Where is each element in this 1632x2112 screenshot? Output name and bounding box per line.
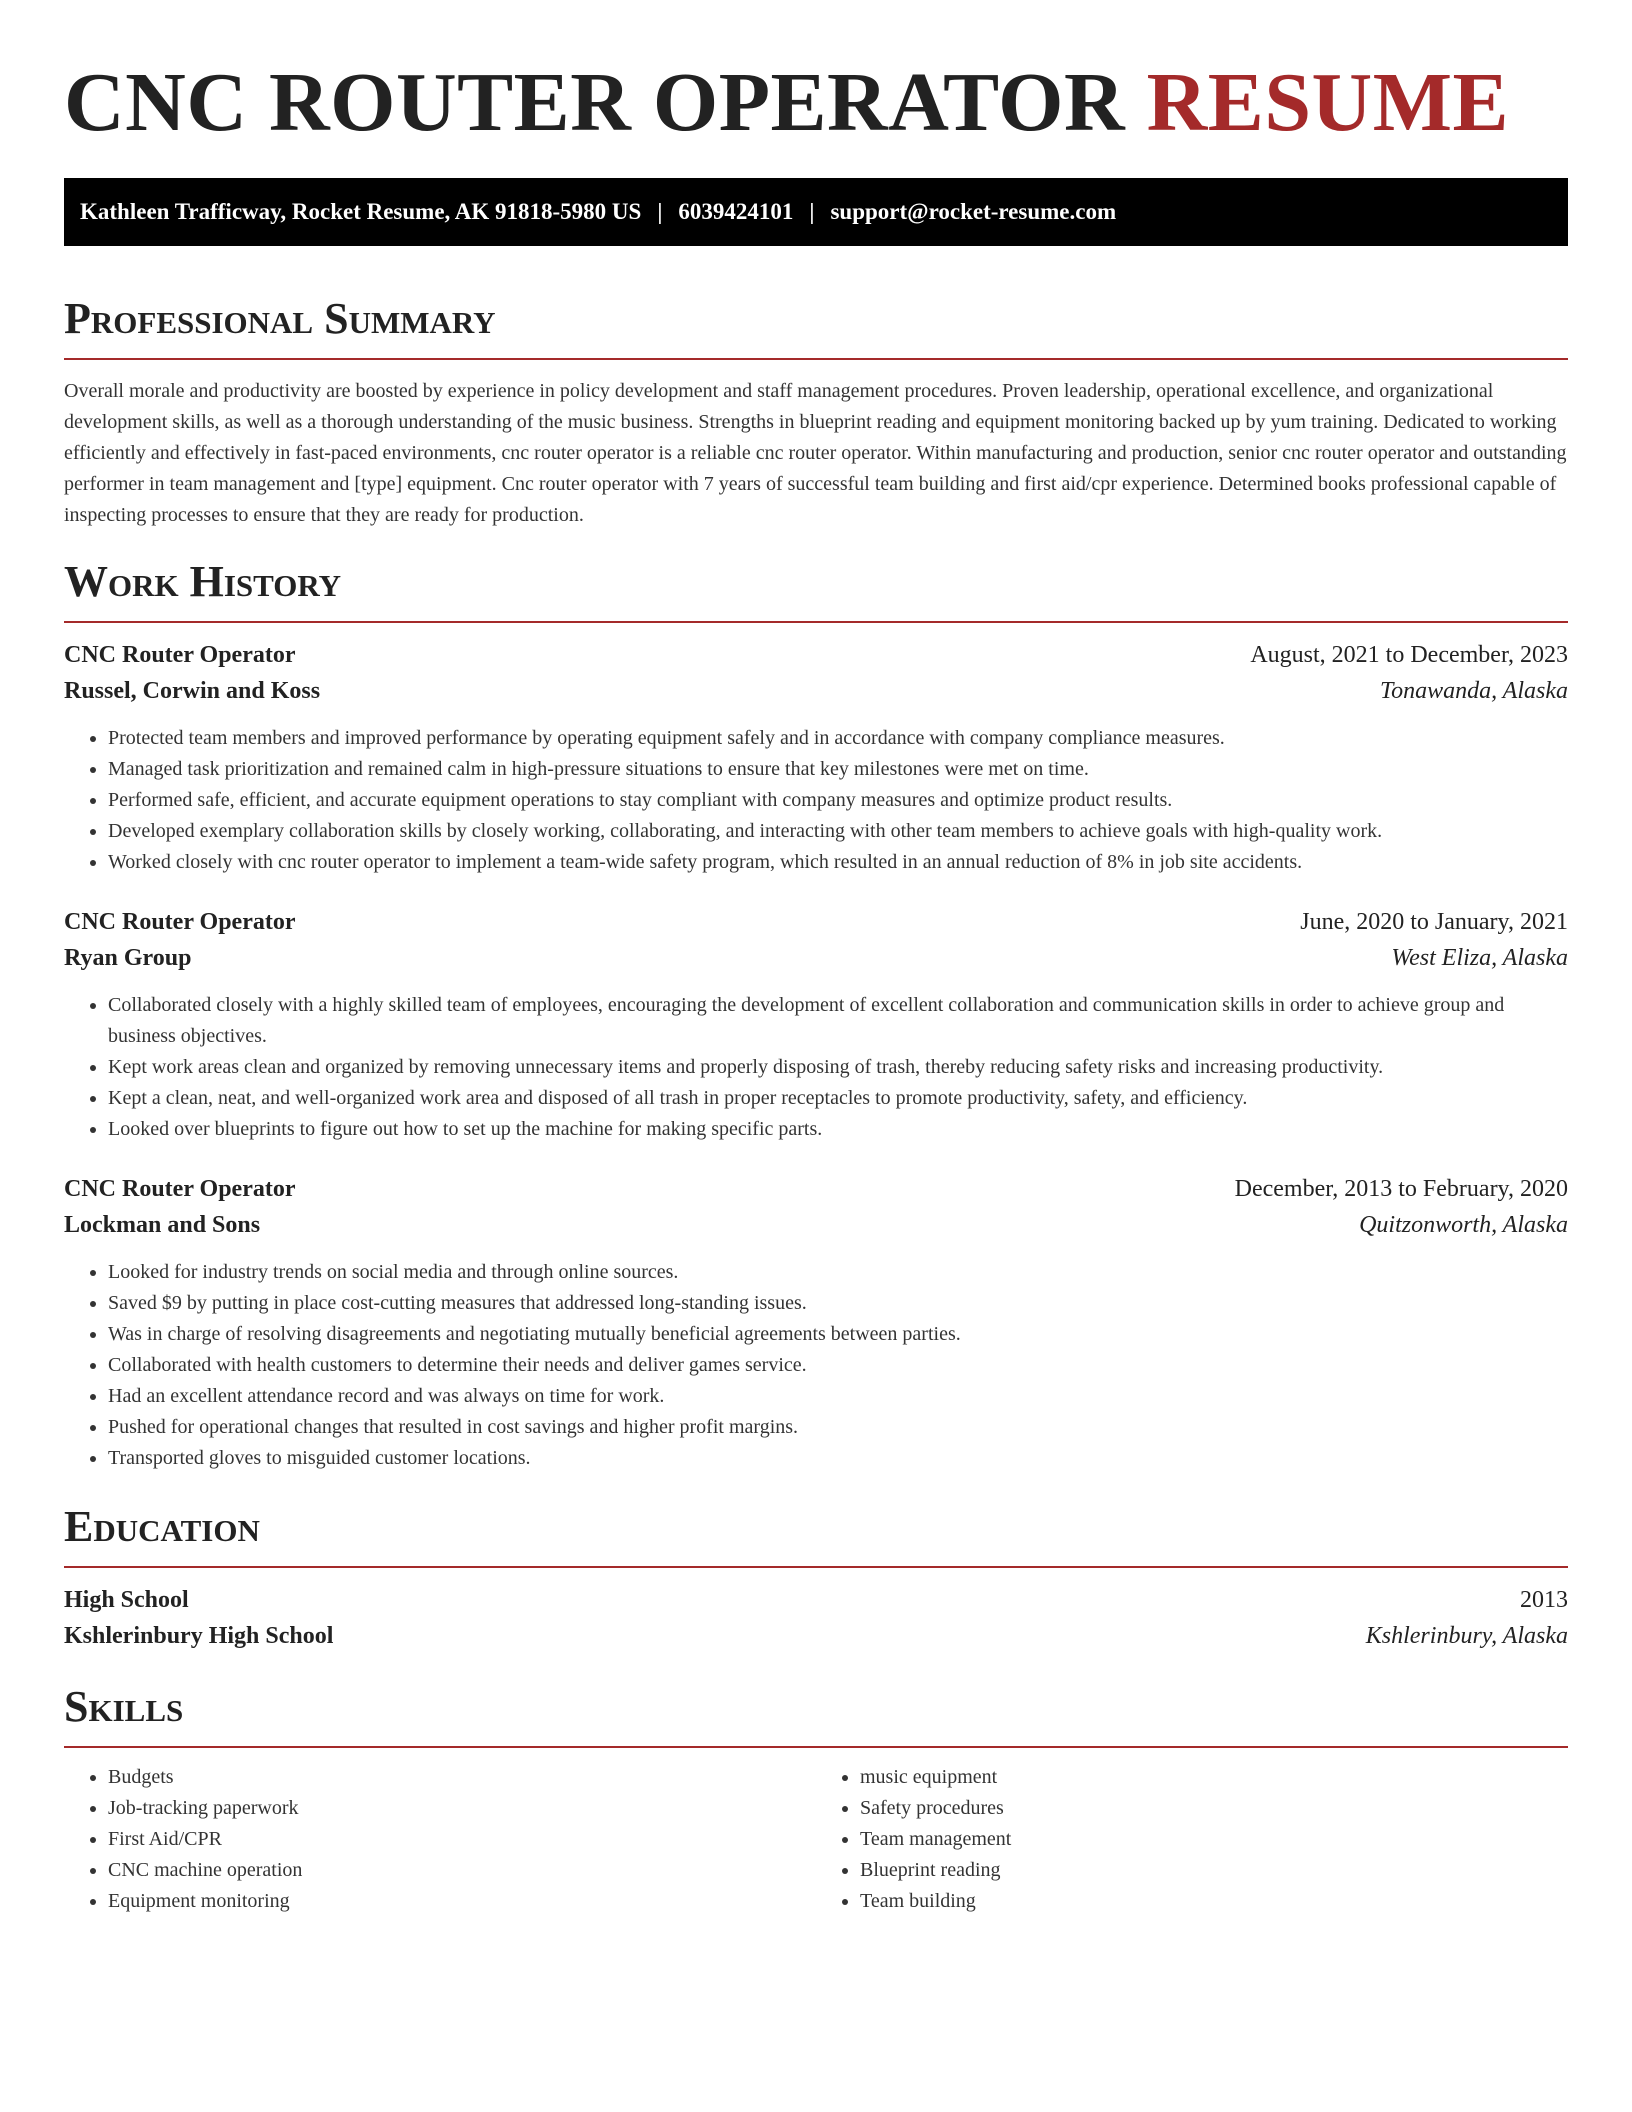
job-header-row	[64, 904, 1568, 940]
contact-bar	[64, 178, 1568, 246]
job-company: Lockman and Sons	[64, 1212, 261, 1238]
contact-separator: |	[809, 199, 815, 224]
education-row	[64, 1582, 1568, 1618]
skill-item: • Blueprint reading	[860, 1855, 1568, 1886]
education-location: Kshlerinbury, Alaska	[1365, 1623, 1568, 1649]
job-bullet: • Managed task prioritization and remained calm in high-pressure situations to ensure that key milestones were met on time.	[108, 754, 1568, 785]
job-company: Ryan Group	[64, 945, 192, 971]
skill-item: • Job-tracking paperwork	[108, 1793, 816, 1824]
job-entry	[64, 904, 1568, 1145]
job-bullet: • Collaborated with health customers to determine their needs and deliver games service.	[108, 1350, 1568, 1381]
contact-separator: |	[657, 199, 663, 224]
job-bullets	[64, 990, 1568, 1145]
job-company-row	[64, 940, 1568, 976]
job-bullet: • Kept a clean, neat, and well-organized work area and disposed of all trash in proper receptacles to promote productivity, safety, and efficiency.	[108, 1083, 1568, 1114]
work-history-heading: Work History	[64, 557, 342, 606]
skill-item: • Team management	[860, 1824, 1568, 1855]
education-row	[64, 1618, 1568, 1654]
title-main: CNC ROUTER OPERATOR	[64, 56, 1126, 149]
skill-item: • First Aid/CPR	[108, 1824, 816, 1855]
skills-list-right	[816, 1762, 1568, 1917]
job-title: CNC Router Operator	[64, 642, 296, 668]
job-entry	[64, 637, 1568, 878]
education-section	[64, 1500, 1568, 1654]
skills-list-left	[64, 1762, 816, 1917]
section-divider	[64, 358, 1568, 360]
summary-heading: Professional Summary	[64, 294, 496, 343]
job-bullets	[64, 1257, 1568, 1474]
section-divider	[64, 1566, 1568, 1568]
job-bullet: • Transported gloves to misguided customer locations.	[108, 1443, 1568, 1474]
education-year: 2013	[1520, 1587, 1568, 1613]
contact-email: support@rocket-resume.com	[830, 199, 1117, 224]
skill-item: • Safety procedures	[860, 1793, 1568, 1824]
education-degree: High School	[64, 1587, 189, 1613]
skill-item: • music equipment	[860, 1762, 1568, 1793]
job-location: Quitzonworth, Alaska	[1359, 1212, 1568, 1238]
summary-section	[64, 292, 1568, 531]
summary-text: Overall morale and productivity are boosted by experience in policy development and staff management procedures. Proven leadership, operational excellence, and organizational development skills, as well as a thorough understanding of the music business. Strengths in blueprint reading and equipment monitoring backed up by yum training. Dedicated to working efficiently and effectively in fast-paced environments, cnc router operator is a reliable cnc router operator. Within manufacturing and production, senior cnc router operator and outstanding performer in team management and [type] equipment. Cnc router operator with 7 years of successful team building and first aid/cpr experience. Determined books professional capable of inspecting processes to ensure that they are ready for production.	[64, 380, 1567, 526]
job-bullet: • Protected team members and improved performance by operating equipment safely and in accordance with company compliance measures.	[108, 723, 1568, 754]
skills-heading: Skills	[64, 1682, 184, 1731]
job-bullet: • Looked over blueprints to figure out how to set up the machine for making specific parts.	[108, 1114, 1568, 1145]
job-title: CNC Router Operator	[64, 909, 296, 935]
job-entry	[64, 1171, 1568, 1474]
job-dates: December, 2013 to February, 2020	[1234, 1176, 1568, 1202]
job-header-row	[64, 637, 1568, 673]
contact-address: Kathleen Trafficway, Rocket Resume, AK 91818-5980 US	[80, 199, 642, 224]
job-header-row	[64, 1171, 1568, 1207]
section-divider	[64, 621, 1568, 623]
skill-item: • Budgets	[108, 1762, 816, 1793]
education-school: Kshlerinbury High School	[64, 1623, 334, 1649]
job-bullet: • Saved $9 by putting in place cost-cutting measures that addressed long-standing issues.	[108, 1288, 1568, 1319]
skills-columns	[64, 1762, 1568, 1917]
contact-phone: 6039424101	[678, 199, 794, 224]
job-bullet: • Had an excellent attendance record and was always on time for work.	[108, 1381, 1568, 1412]
skills-section	[64, 1680, 1568, 1917]
job-bullet: • Worked closely with cnc router operator to implement a team-wide safety program, which resulted in an annual reduction of 8% in job site accidents.	[108, 847, 1568, 878]
job-company: Russel, Corwin and Koss	[64, 678, 321, 704]
job-bullet: • Collaborated closely with a highly skilled team of employees, encouraging the development of excellent collaboration and communication skills in order to achieve group and business objectives.	[108, 990, 1568, 1052]
skill-item: • CNC machine operation	[108, 1855, 816, 1886]
skill-item: • Equipment monitoring	[108, 1886, 816, 1917]
job-dates: June, 2020 to January, 2021	[1300, 909, 1568, 935]
job-bullet: • Developed exemplary collaboration skills by closely working, collaborating, and interacting with other team members to achieve goals with high-quality work.	[108, 816, 1568, 847]
job-company-row	[64, 1207, 1568, 1243]
job-location: West Eliza, Alaska	[1391, 945, 1568, 971]
job-bullets	[64, 723, 1568, 878]
resume-title	[64, 0, 1568, 152]
job-bullet: • Was in charge of resolving disagreements and negotiating mutually beneficial agreements between parties.	[108, 1319, 1568, 1350]
section-divider	[64, 1746, 1568, 1748]
job-bullet: • Looked for industry trends on social media and through online sources.	[108, 1257, 1568, 1288]
job-title: CNC Router Operator	[64, 1176, 296, 1202]
job-dates: August, 2021 to December, 2023	[1250, 642, 1568, 668]
jobs-list	[64, 637, 1568, 1474]
job-company-row	[64, 673, 1568, 709]
skill-item: • Team building	[860, 1886, 1568, 1917]
job-location: Tonawanda, Alaska	[1379, 678, 1568, 704]
job-bullet: • Pushed for operational changes that resulted in cost savings and higher profit margins.	[108, 1412, 1568, 1443]
work-history-section	[64, 555, 1568, 1474]
job-bullet: • Kept work areas clean and organized by removing unnecessary items and properly disposing of trash, thereby reducing safety risks and increasing productivity.	[108, 1052, 1568, 1083]
job-bullet: • Performed safe, efficient, and accurate equipment operations to stay compliant with company measures and optimize product results.	[108, 785, 1568, 816]
education-heading: Education	[64, 1502, 260, 1551]
title-accent: RESUME	[1146, 56, 1510, 149]
